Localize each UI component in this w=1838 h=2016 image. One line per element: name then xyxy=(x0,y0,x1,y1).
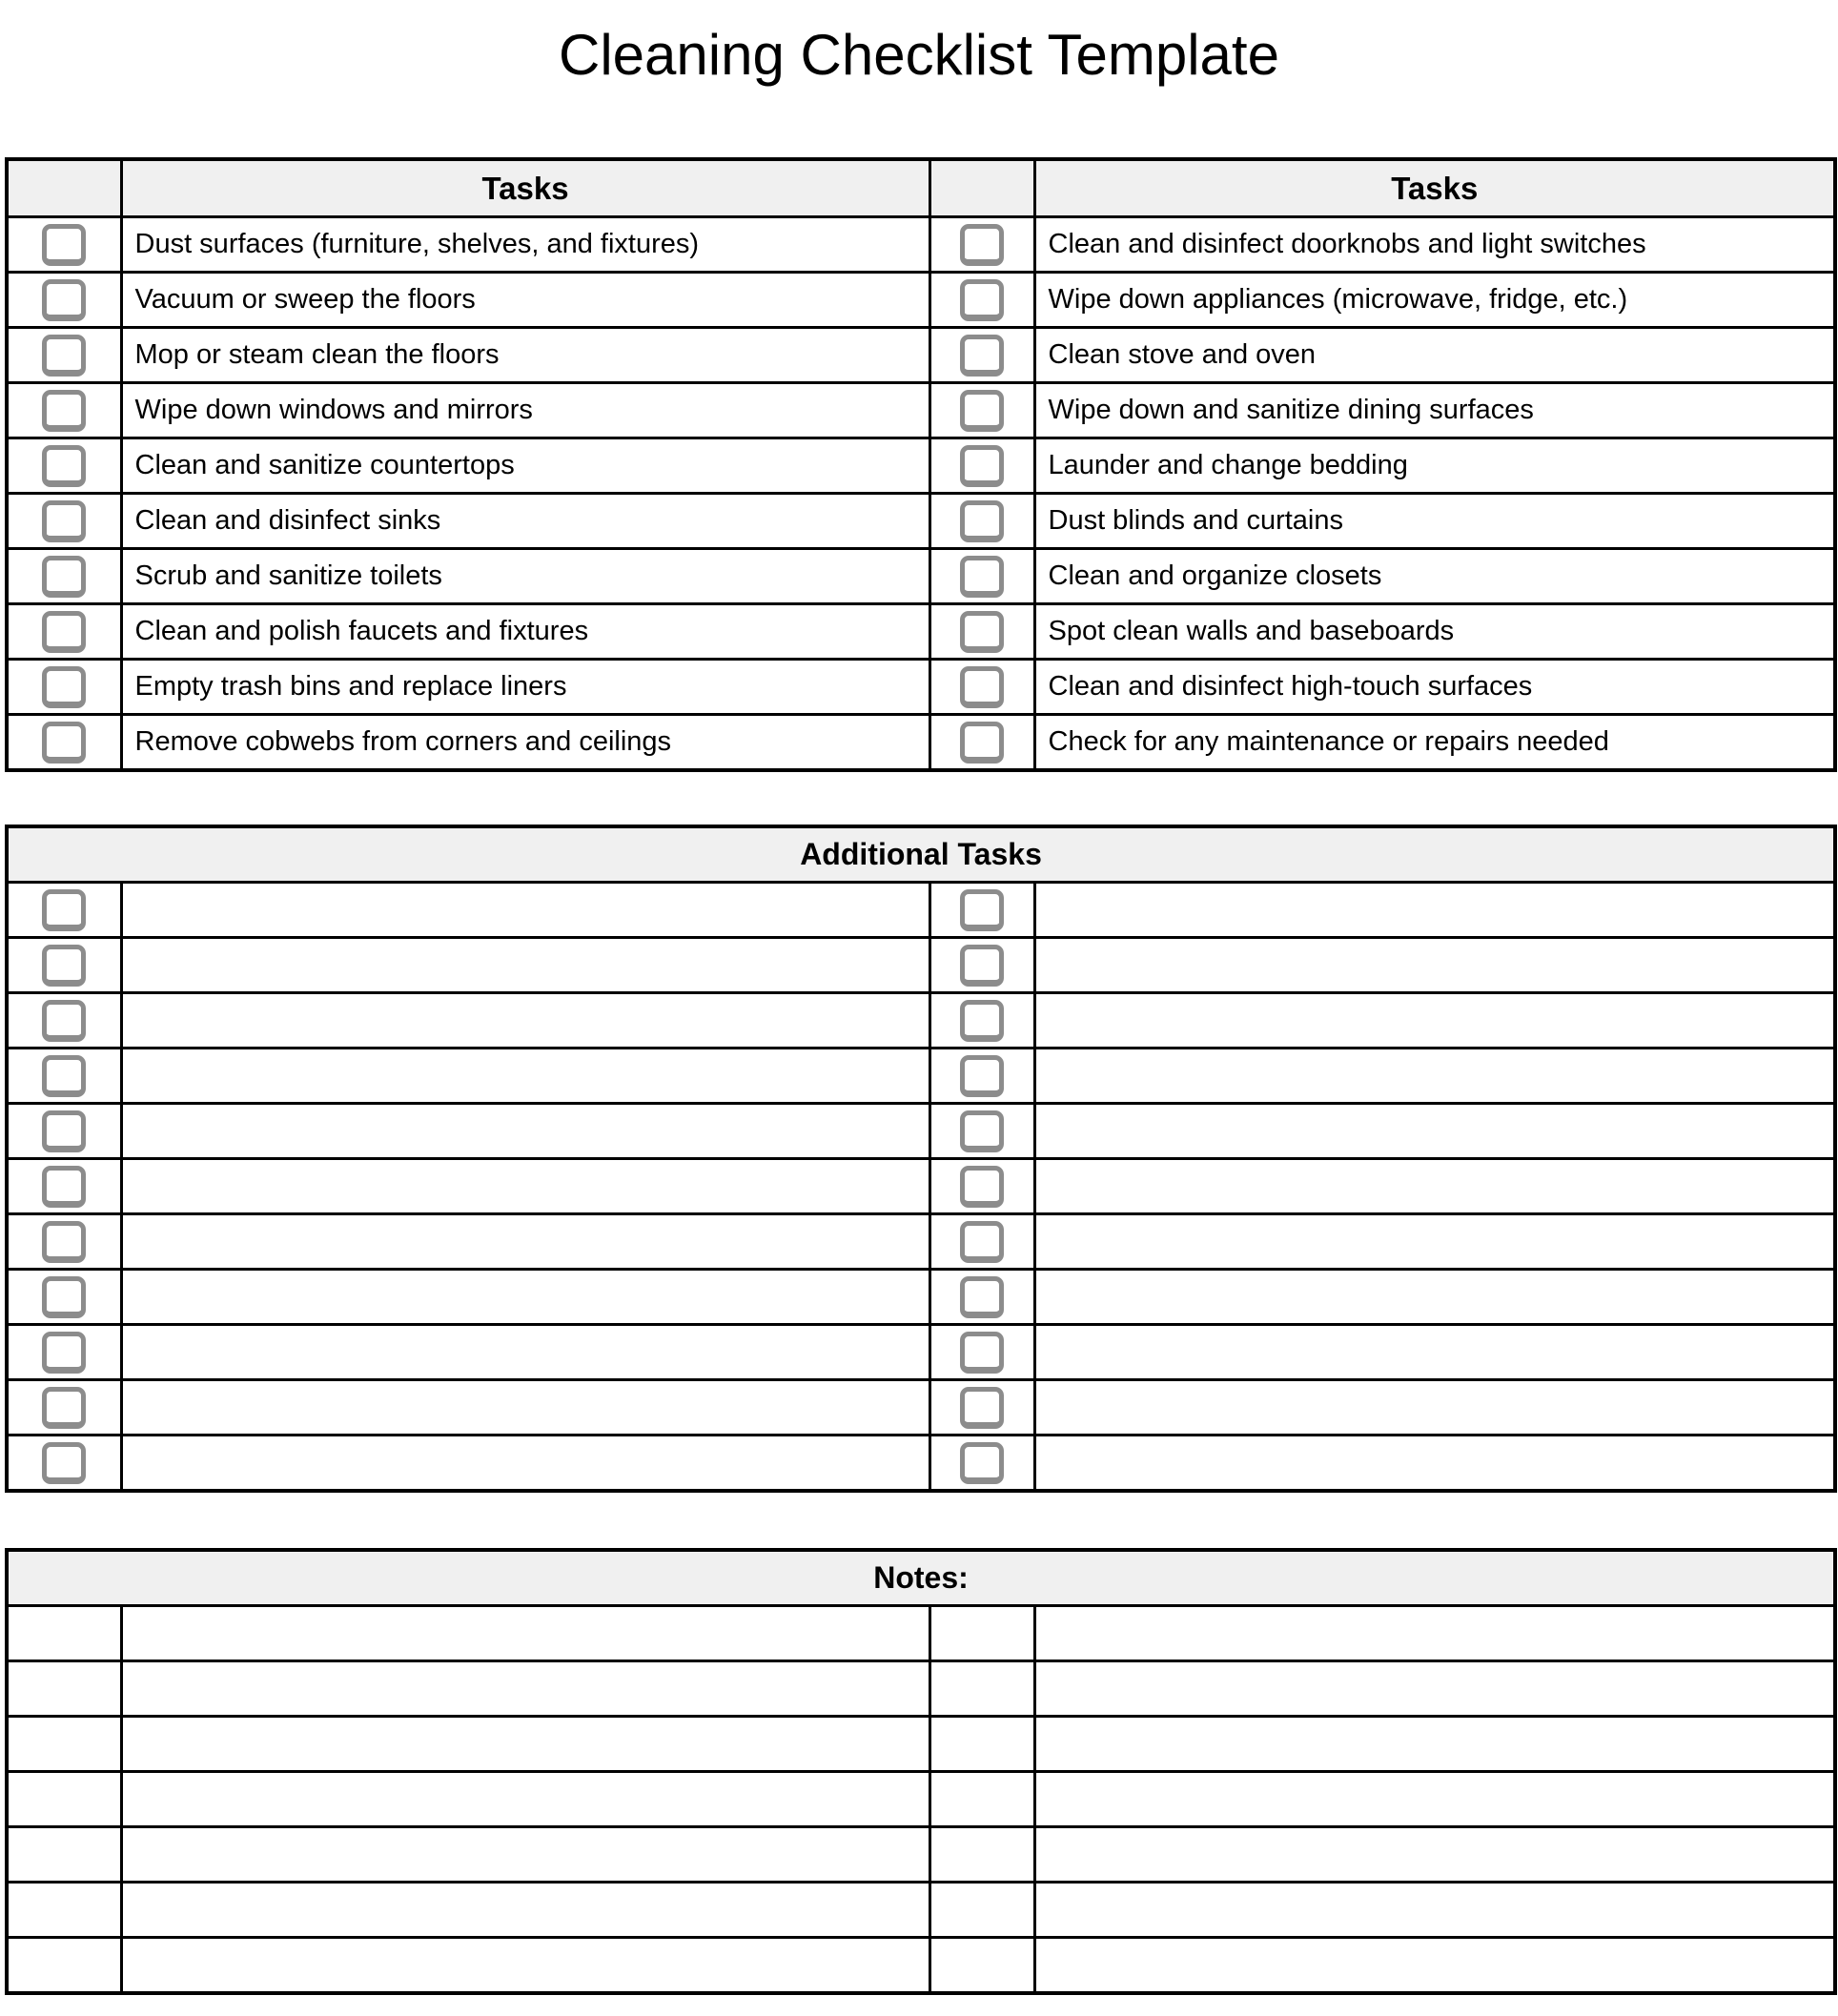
task-checkbox[interactable] xyxy=(960,335,1004,377)
additional-task-checkbox-cell-right xyxy=(929,1049,1034,1104)
task-checkbox[interactable] xyxy=(42,500,86,542)
notes-blank-spacer xyxy=(929,1661,1034,1717)
task-checkbox-cell-left xyxy=(7,383,121,438)
additional-task-blank-field[interactable] xyxy=(1034,883,1835,938)
task-checkbox-cell-right xyxy=(929,438,1034,494)
notes-row xyxy=(7,1661,1835,1717)
task-checkbox[interactable] xyxy=(42,445,86,487)
additional-task-blank-field[interactable] xyxy=(1034,1270,1835,1325)
notes-blank-spacer xyxy=(7,1661,121,1717)
additional-task-checkbox[interactable] xyxy=(960,1332,1004,1374)
notes-row xyxy=(7,1938,1835,1994)
task-checkbox-cell-right xyxy=(929,715,1034,771)
notes-blank-field[interactable] xyxy=(121,1883,929,1938)
task-label: Clean and polish faucets and fixtures xyxy=(121,604,929,660)
notes-table xyxy=(5,1548,1837,1995)
additional-task-row xyxy=(7,1270,1835,1325)
additional-task-blank-field[interactable] xyxy=(121,1436,929,1492)
additional-task-checkbox[interactable] xyxy=(960,1166,1004,1208)
task-checkbox-cell-left xyxy=(7,494,121,549)
task-label: Wipe down and sanitize dining surfaces xyxy=(1034,383,1835,438)
notes-blank-field[interactable] xyxy=(1034,1772,1835,1827)
additional-task-checkbox[interactable] xyxy=(42,1166,86,1208)
additional-task-row xyxy=(7,1380,1835,1436)
task-label: Clean and disinfect high-touch surfaces xyxy=(1034,660,1835,715)
additional-task-checkbox-cell-right xyxy=(929,1325,1034,1380)
notes-row xyxy=(7,1827,1835,1883)
additional-task-checkbox[interactable] xyxy=(42,1221,86,1263)
additional-task-checkbox[interactable] xyxy=(42,889,86,931)
task-label: Remove cobwebs from corners and ceilings xyxy=(121,715,929,771)
additional-task-row xyxy=(7,1104,1835,1159)
task-checkbox[interactable] xyxy=(960,224,1004,266)
notes-blank-field[interactable] xyxy=(1034,1661,1835,1717)
additional-task-checkbox[interactable] xyxy=(42,1332,86,1374)
notes-row xyxy=(7,1772,1835,1827)
additional-task-checkbox-cell-left xyxy=(7,1325,121,1380)
task-row xyxy=(7,715,1835,771)
task-checkbox[interactable] xyxy=(960,279,1004,321)
notes-header-row xyxy=(7,1550,1835,1606)
notes-blank-field[interactable] xyxy=(1034,1606,1835,1661)
task-label: Spot clean walls and baseboards xyxy=(1034,604,1835,660)
additional-task-blank-field[interactable] xyxy=(1034,1049,1835,1104)
task-row xyxy=(7,217,1835,273)
task-row xyxy=(7,328,1835,383)
task-row xyxy=(7,549,1835,604)
additional-task-row xyxy=(7,1325,1835,1380)
additional-task-checkbox[interactable] xyxy=(42,945,86,987)
additional-task-row xyxy=(7,883,1835,938)
additional-task-checkbox[interactable] xyxy=(42,1055,86,1097)
task-label: Dust surfaces (furniture, shelves, and fixtures) xyxy=(121,217,929,273)
additional-task-checkbox[interactable] xyxy=(960,1221,1004,1263)
additional-task-checkbox-cell-left xyxy=(7,1214,121,1270)
task-label: Wipe down windows and mirrors xyxy=(121,383,929,438)
additional-task-checkbox-cell-left xyxy=(7,1104,121,1159)
additional-task-blank-field[interactable] xyxy=(121,1214,929,1270)
additional-task-checkbox[interactable] xyxy=(960,1442,1004,1484)
main-header-checkbox-spacer-right xyxy=(929,159,1034,217)
additional-task-checkbox[interactable] xyxy=(42,1110,86,1152)
task-row xyxy=(7,660,1835,715)
task-checkbox-cell-right xyxy=(929,604,1034,660)
notes-blank-spacer xyxy=(7,1717,121,1772)
main-tasks-body xyxy=(7,217,1835,771)
notes-row xyxy=(7,1606,1835,1661)
notes-blank-field[interactable] xyxy=(1034,1717,1835,1772)
task-checkbox[interactable] xyxy=(960,556,1004,598)
additional-task-checkbox-cell-right xyxy=(929,993,1034,1049)
additional-task-blank-field[interactable] xyxy=(1034,1214,1835,1270)
task-checkbox[interactable] xyxy=(42,335,86,377)
notes-blank-field[interactable] xyxy=(121,1606,929,1661)
additional-task-checkbox[interactable] xyxy=(42,1387,86,1429)
task-label: Wipe down appliances (microwave, fridge, etc.) xyxy=(1034,273,1835,328)
additional-task-row xyxy=(7,938,1835,993)
additional-task-checkbox[interactable] xyxy=(960,1110,1004,1152)
additional-task-checkbox[interactable] xyxy=(42,1000,86,1042)
task-checkbox[interactable] xyxy=(42,722,86,764)
notes-blank-spacer xyxy=(929,1827,1034,1883)
additional-task-row xyxy=(7,1214,1835,1270)
additional-task-checkbox[interactable] xyxy=(42,1442,86,1484)
task-checkbox-cell-left xyxy=(7,549,121,604)
task-checkbox[interactable] xyxy=(960,445,1004,487)
notes-blank-field[interactable] xyxy=(1034,1883,1835,1938)
notes-blank-field[interactable] xyxy=(121,1717,929,1772)
task-checkbox-cell-left xyxy=(7,438,121,494)
additional-task-blank-field[interactable] xyxy=(121,1325,929,1380)
task-checkbox[interactable] xyxy=(960,500,1004,542)
additional-task-blank-field[interactable] xyxy=(1034,1380,1835,1436)
task-checkbox-cell-left xyxy=(7,660,121,715)
notes-blank-field[interactable] xyxy=(121,1772,929,1827)
task-checkbox-cell-right xyxy=(929,273,1034,328)
additional-task-blank-field[interactable] xyxy=(121,1159,929,1214)
additional-task-blank-field[interactable] xyxy=(121,938,929,993)
additional-tasks-header-row xyxy=(7,826,1835,883)
notes-row xyxy=(7,1883,1835,1938)
task-checkbox-cell-right xyxy=(929,494,1034,549)
task-row xyxy=(7,273,1835,328)
additional-task-checkbox-cell-right xyxy=(929,1214,1034,1270)
task-label: Clean stove and oven xyxy=(1034,328,1835,383)
task-row xyxy=(7,604,1835,660)
task-checkbox-cell-right xyxy=(929,217,1034,273)
additional-task-row xyxy=(7,1159,1835,1214)
task-checkbox[interactable] xyxy=(42,224,86,266)
additional-task-checkbox-cell-right xyxy=(929,883,1034,938)
task-label: Launder and change bedding xyxy=(1034,438,1835,494)
additional-tasks-body xyxy=(7,883,1835,1492)
additional-task-checkbox[interactable] xyxy=(960,945,1004,987)
additional-task-row xyxy=(7,993,1835,1049)
additional-task-checkbox-cell-right xyxy=(929,1159,1034,1214)
additional-task-blank-field[interactable] xyxy=(121,1380,929,1436)
main-header-tasks-right: Tasks xyxy=(1034,159,1835,217)
task-checkbox-cell-left xyxy=(7,273,121,328)
task-label: Clean and disinfect doorknobs and light switches xyxy=(1034,217,1835,273)
task-checkbox-cell-left xyxy=(7,217,121,273)
task-checkbox-cell-right xyxy=(929,549,1034,604)
additional-task-checkbox-cell-right xyxy=(929,1270,1034,1325)
task-checkbox-cell-left xyxy=(7,715,121,771)
additional-task-checkbox[interactable] xyxy=(42,1276,86,1318)
task-row xyxy=(7,383,1835,438)
notes-blank-spacer xyxy=(7,1827,121,1883)
additional-task-checkbox-cell-right xyxy=(929,1380,1034,1436)
task-checkbox[interactable] xyxy=(960,611,1004,653)
task-label: Scrub and sanitize toilets xyxy=(121,549,929,604)
task-checkbox[interactable] xyxy=(42,556,86,598)
task-checkbox[interactable] xyxy=(42,390,86,432)
task-checkbox[interactable] xyxy=(960,390,1004,432)
task-checkbox[interactable] xyxy=(960,722,1004,764)
additional-task-checkbox-cell-right xyxy=(929,1436,1034,1492)
notes-blank-spacer xyxy=(7,1606,121,1661)
additional-task-blank-field[interactable] xyxy=(1034,1436,1835,1492)
additional-task-checkbox[interactable] xyxy=(960,1387,1004,1429)
additional-task-checkbox[interactable] xyxy=(960,1055,1004,1097)
notes-row xyxy=(7,1717,1835,1772)
main-header-tasks-left: Tasks xyxy=(121,159,929,217)
task-label: Clean and sanitize countertops xyxy=(121,438,929,494)
main-tasks-table xyxy=(5,157,1837,772)
page-title: Cleaning Checklist Template xyxy=(559,23,1279,87)
notes-blank-spacer xyxy=(929,1606,1034,1661)
task-checkbox-cell-left xyxy=(7,328,121,383)
notes-blank-field[interactable] xyxy=(121,1827,929,1883)
additional-task-blank-field[interactable] xyxy=(1034,1104,1835,1159)
task-row xyxy=(7,494,1835,549)
task-checkbox[interactable] xyxy=(42,611,86,653)
notes-blank-field[interactable] xyxy=(121,1661,929,1717)
task-checkbox-cell-right xyxy=(929,383,1034,438)
additional-task-checkbox-cell-right xyxy=(929,1104,1034,1159)
additional-task-checkbox[interactable] xyxy=(960,889,1004,931)
additional-task-row xyxy=(7,1436,1835,1492)
additional-task-blank-field[interactable] xyxy=(121,883,929,938)
task-label: Mop or steam clean the floors xyxy=(121,328,929,383)
task-label: Dust blinds and curtains xyxy=(1034,494,1835,549)
additional-task-blank-field[interactable] xyxy=(1034,938,1835,993)
additional-task-blank-field[interactable] xyxy=(121,1049,929,1104)
additional-task-checkbox-cell-left xyxy=(7,938,121,993)
additional-task-checkbox[interactable] xyxy=(960,1276,1004,1318)
task-row xyxy=(7,438,1835,494)
task-checkbox[interactable] xyxy=(960,666,1004,708)
additional-task-checkbox-cell-left xyxy=(7,993,121,1049)
task-label: Empty trash bins and replace liners xyxy=(121,660,929,715)
additional-task-checkbox-cell-left xyxy=(7,1270,121,1325)
task-label: Vacuum or sweep the floors xyxy=(121,273,929,328)
additional-task-checkbox-cell-right xyxy=(929,938,1034,993)
additional-tasks-table xyxy=(5,825,1837,1493)
notes-blank-spacer xyxy=(929,1938,1034,1994)
additional-task-blank-field[interactable] xyxy=(121,1270,929,1325)
main-header-checkbox-spacer-left xyxy=(7,159,121,217)
task-label: Clean and organize closets xyxy=(1034,549,1835,604)
notes-header: Notes: xyxy=(7,1550,1835,1606)
notes-blank-spacer xyxy=(929,1883,1034,1938)
notes-blank-field[interactable] xyxy=(1034,1827,1835,1883)
notes-blank-field[interactable] xyxy=(1034,1938,1835,1994)
additional-task-blank-field[interactable] xyxy=(1034,993,1835,1049)
task-checkbox-cell-left xyxy=(7,604,121,660)
notes-blank-spacer xyxy=(7,1772,121,1827)
task-label: Check for any maintenance or repairs needed xyxy=(1034,715,1835,771)
additional-task-checkbox[interactable] xyxy=(960,1000,1004,1042)
additional-tasks-header: Additional Tasks xyxy=(7,826,1835,883)
additional-task-checkbox-cell-left xyxy=(7,1159,121,1214)
additional-task-blank-field[interactable] xyxy=(121,993,929,1049)
additional-task-blank-field[interactable] xyxy=(1034,1325,1835,1380)
notes-blank-spacer xyxy=(929,1772,1034,1827)
additional-task-blank-field[interactable] xyxy=(1034,1159,1835,1214)
additional-task-blank-field[interactable] xyxy=(121,1104,929,1159)
notes-blank-spacer xyxy=(7,1883,121,1938)
notes-blank-spacer xyxy=(929,1717,1034,1772)
task-label: Clean and disinfect sinks xyxy=(121,494,929,549)
task-checkbox[interactable] xyxy=(42,279,86,321)
task-checkbox-cell-right xyxy=(929,660,1034,715)
notes-blank-spacer xyxy=(7,1938,121,1994)
additional-task-checkbox-cell-left xyxy=(7,1436,121,1492)
main-tasks-header-row xyxy=(7,159,1835,217)
notes-body xyxy=(7,1606,1835,1994)
notes-blank-field[interactable] xyxy=(121,1938,929,1994)
additional-task-checkbox-cell-left xyxy=(7,1380,121,1436)
additional-task-checkbox-cell-left xyxy=(7,1049,121,1104)
task-checkbox[interactable] xyxy=(42,666,86,708)
task-checkbox-cell-right xyxy=(929,328,1034,383)
additional-task-checkbox-cell-left xyxy=(7,883,121,938)
additional-task-row xyxy=(7,1049,1835,1104)
